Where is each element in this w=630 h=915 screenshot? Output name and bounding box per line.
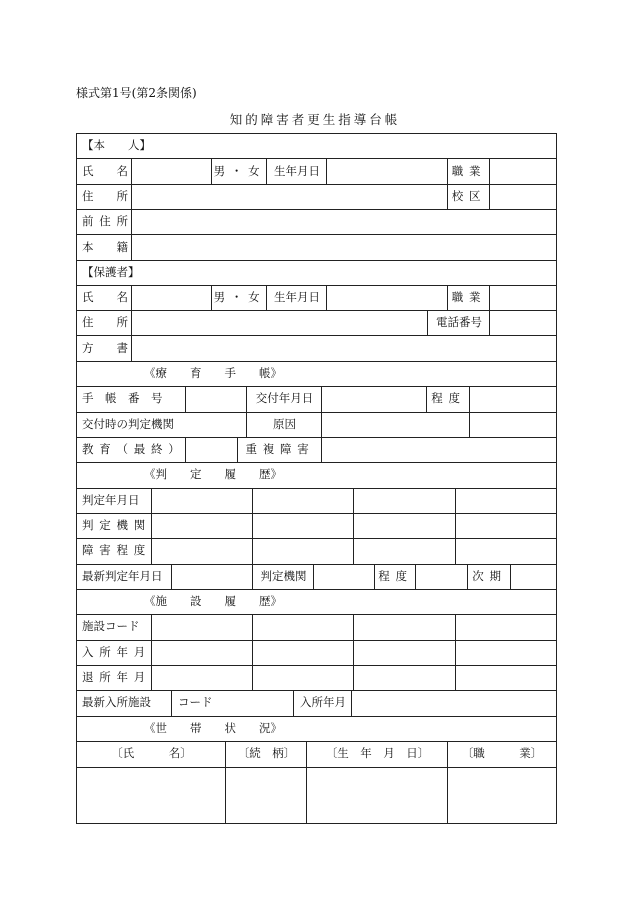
judgment-grade-label: 障害程度	[82, 543, 151, 557]
facility-latest-admission-label: 入所年月	[300, 695, 346, 709]
facility-latest-code-label: コード	[178, 695, 213, 709]
guardian-phone-label: 電話番号	[436, 315, 482, 329]
handbook-section-label: 《療 育 手 帳》	[144, 366, 282, 380]
judgment-latest-grade-label: 程度	[378, 569, 413, 583]
facility-discharge-label: 退所年月	[82, 670, 151, 684]
judgment-latest-date-label: 最新判定年月日	[82, 569, 163, 583]
person-name-label: 氏 名	[82, 164, 128, 178]
person-school-district-label: 校区	[451, 189, 487, 203]
form-number: 様式第1号(第2条関係)	[76, 86, 197, 100]
page-title: 知的障害者更生指導台帳	[229, 112, 401, 127]
guardian-birthdate-label: 生年月日	[274, 290, 320, 304]
guardian-occupation-label: 職業	[451, 290, 487, 304]
guardian-gender-label: 男・女	[213, 290, 266, 304]
guardian-name-label: 氏 名	[82, 290, 128, 304]
guardian-address-label: 住 所	[82, 315, 128, 329]
judgment-next-term-label: 次期	[472, 569, 507, 583]
person-birthdate-label: 生年月日	[274, 164, 320, 178]
household-birthdate-header: 〔生 年 月 日〕	[325, 746, 430, 760]
handbook-judging-agency-label: 交付時の判定機関	[82, 417, 174, 431]
guardian-dialect-label: 方 書	[82, 341, 128, 355]
handbook-education-label: 教育（最終）	[82, 442, 186, 456]
household-name-header: 〔氏 名〕	[111, 746, 192, 760]
guardian-section-label: 【保護者】	[82, 265, 140, 279]
judgment-section-label: 《判 定 履 歴》	[144, 467, 282, 481]
handbook-issue-date-label: 交付年月日	[255, 391, 314, 405]
person-address-label: 住 所	[82, 189, 128, 203]
judgment-latest-agency-label: 判定機関	[260, 569, 307, 583]
person-previous-address-label: 前住所	[82, 214, 134, 228]
handbook-cause-label: 原因	[273, 417, 296, 431]
facility-admission-label: 入所年月	[82, 645, 151, 659]
person-occupation-label: 職業	[451, 164, 487, 178]
facility-code-label: 施設コード	[82, 619, 140, 633]
handbook-number-label: 手 帳 番 号	[82, 391, 163, 405]
household-section-label: 《世 帯 状 況》	[144, 721, 282, 735]
household-occupation-header: 〔職 業〕	[461, 746, 543, 760]
handbook-grade-label: 程度	[431, 391, 466, 405]
handbook-multiple-disability-label: 重複障害	[245, 442, 315, 456]
household-relation-header: 〔続 柄〕	[237, 746, 296, 760]
judgment-agency-label: 判定機関	[82, 518, 151, 532]
person-section-label: 【本 人】	[82, 138, 151, 152]
person-gender-label: 男・女	[213, 164, 266, 178]
judgment-date-label: 判定年月日	[82, 493, 140, 507]
facility-latest-label: 最新入所施設	[82, 695, 151, 709]
person-registered-domicile-label: 本 籍	[82, 240, 128, 254]
facility-section-label: 《施 設 履 歴》	[144, 594, 282, 608]
